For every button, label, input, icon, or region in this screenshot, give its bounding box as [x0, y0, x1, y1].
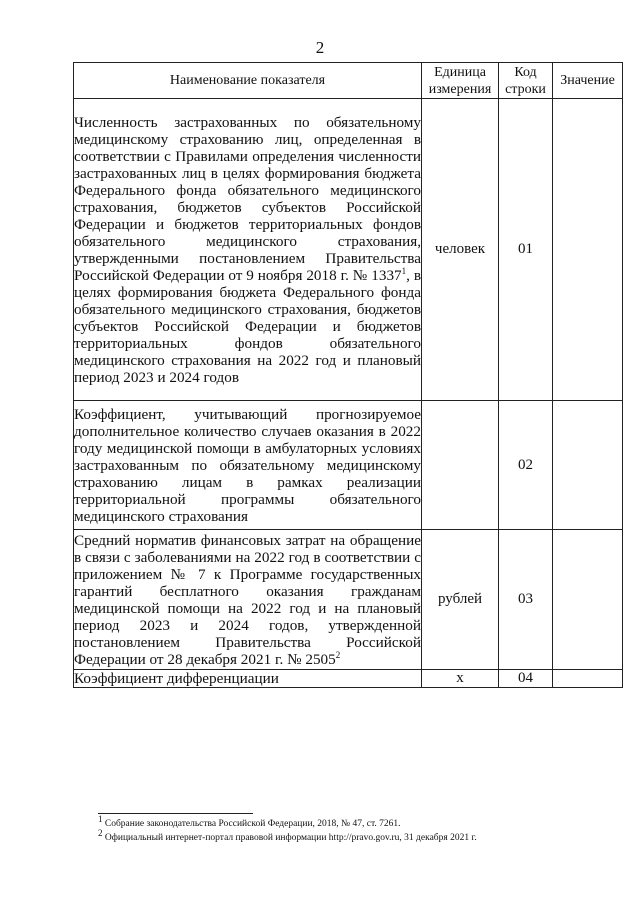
footnote-ref: 1 — [401, 265, 407, 276]
row-code: 02 — [499, 401, 553, 530]
row-name: Коэффициент, учитывающий прогнозируемое дополнительное количество случаев оказания в 2022 году медицинской помощи в амбулаторных условиях застрахованным по обязательному медицинскому страхованию лицам в рамках реализации территориальной программы обязательного медицинского страхования — [74, 401, 422, 530]
row-value — [553, 401, 623, 530]
row-name: Численность застрахованных по обязательному медицинскому страхованию лиц, определенная в соответствии с Правилами определения численности застрахованных лиц в целях формирования бюджета Федерального фонда обязательного медицинского страхования, бюджетов субъектов Российской Федерации и бюджетов территориальных фондов обязательного медицинского страхования, утвержденными постановлением Правительства Российской Федерации от 9 ноября 2018 г. № 1337$^1$, в целях формирования бюджета Федерального фонда обязательного медицинского страхования, бюджетов субъектов Российской Федерации и бюджетов территориальных фондов обязательного медицинского страхования на 2022 год и плановый период 2023 и 2024 годов — [74, 99, 422, 401]
table-row — [74, 530, 623, 670]
indicators-table — [73, 62, 623, 688]
table-row — [74, 401, 623, 530]
row-code: 03 — [499, 530, 553, 670]
table-header-row — [74, 63, 623, 99]
row-name: Коэффициент дифференциации — [74, 670, 422, 688]
row-value — [553, 530, 623, 670]
row-unit: рублей — [422, 530, 499, 670]
row-value — [553, 99, 623, 401]
row-name: Средний норматив финансовых затрат на обращение в связи с заболеваниями на 2022 год в соответствии с приложением № 7 к Программе государственных гарантий бесплатного оказания гражданам медицинской помощи на 2022 год и на плановый период 2023 и 2024 годов, утвержденной постановлением Правительства Российской Федерации от 28 декабря 2021 г. № 2505$^2$ — [74, 531, 421, 668]
footnote-ref: 2 — [335, 649, 341, 660]
row-code: 01 — [499, 99, 553, 401]
table-row — [74, 99, 623, 401]
page-number: 2 — [315, 38, 325, 57]
header-value: Значение — [553, 63, 623, 99]
header-unit: Единица измерения — [422, 63, 499, 99]
footnote: $^2$ Официальный интернет-портал правовой информации http://pravo.gov.ru, 31 декабря 2021 г. — [98, 827, 477, 843]
header-name: Наименование показателя — [74, 63, 422, 99]
row-unit: человек — [422, 99, 499, 401]
row-code: 04 — [499, 670, 553, 688]
row-unit: х — [422, 670, 499, 688]
row-unit — [422, 401, 499, 530]
header-code: Код строки — [499, 63, 553, 99]
footnote-divider — [98, 813, 253, 814]
row-value — [553, 670, 623, 688]
table-row — [74, 670, 623, 688]
footnote: $^1$ Собрание законодательства Российской Федерации, 2018, № 47, ст. 7261. — [98, 813, 401, 829]
